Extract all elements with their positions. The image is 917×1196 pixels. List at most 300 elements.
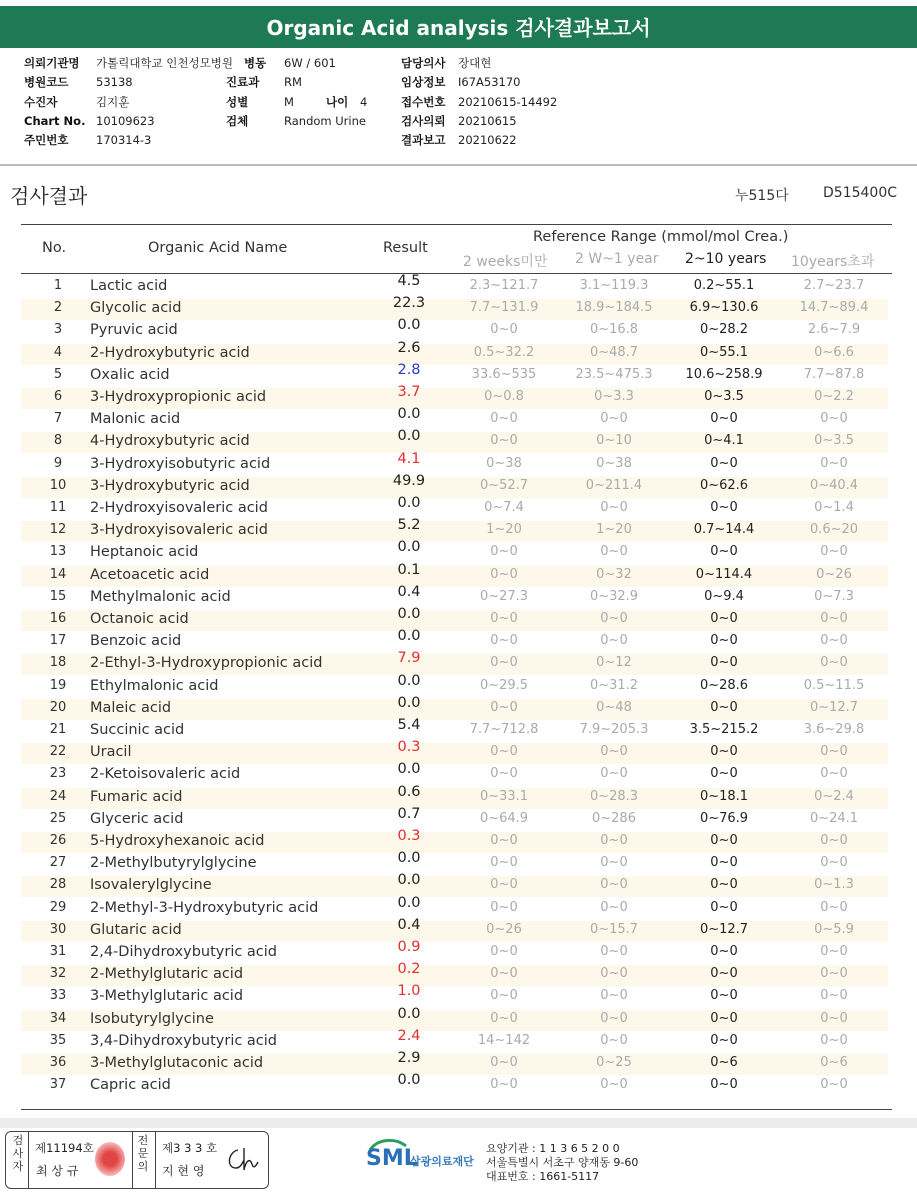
table-row xyxy=(0,983,917,1008)
result-value: 0.2 xyxy=(397,961,421,978)
table-row xyxy=(0,361,917,387)
row-number: 21 xyxy=(49,722,67,737)
row-number: 8 xyxy=(53,433,63,449)
reference-range: 0~12 xyxy=(596,655,632,671)
info-value: Random Urine xyxy=(284,114,366,128)
reference-range: 0~0 xyxy=(490,655,518,671)
divider xyxy=(0,164,917,166)
reference-range: 0~0 xyxy=(600,855,628,871)
table-row xyxy=(0,850,917,875)
reference-range: 0~0 xyxy=(490,1010,518,1026)
reference-range: 1~20 xyxy=(486,522,522,538)
table-row xyxy=(0,339,917,365)
reference-range: 10.6~258.9 xyxy=(685,366,763,382)
acid-name: Heptanoic acid xyxy=(90,544,199,561)
acid-name: Acetoacetic acid xyxy=(90,566,210,583)
address-line: 요양기관 : 1 1 3 6 5 2 0 0 xyxy=(486,1142,620,1155)
patient-info-block xyxy=(0,54,917,166)
table-row xyxy=(0,406,917,431)
info-value: 10109623 xyxy=(96,114,155,128)
reference-range: 0~24.1 xyxy=(809,810,859,826)
reference-range: 0~0 xyxy=(600,611,628,626)
acid-name: Benzoic acid xyxy=(90,633,182,650)
reference-range: 0~0 xyxy=(820,944,848,959)
reference-range: 0~40.4 xyxy=(809,477,859,493)
reference-range: 0~0 xyxy=(710,988,738,1004)
signer-name: 최 상 규 xyxy=(36,1164,79,1178)
acid-name: 2-Ketoisovaleric acid xyxy=(90,766,241,783)
table-row xyxy=(0,450,917,476)
reference-range: 0~0 xyxy=(820,833,848,848)
info-value: I67A53170 xyxy=(458,75,521,89)
table-row xyxy=(0,916,917,942)
reference-range: 0~0 xyxy=(820,744,848,760)
table-row xyxy=(0,939,917,964)
row-number: 29 xyxy=(49,899,67,915)
reference-range: 0~211.4 xyxy=(585,477,643,493)
reference-range: 3.6~29.8 xyxy=(803,722,865,737)
reference-range: 0~10 xyxy=(596,433,632,449)
info-label: 나이 xyxy=(326,94,349,109)
table-row xyxy=(0,317,917,342)
table-row xyxy=(0,872,917,897)
result-value: 0.0 xyxy=(397,1005,421,1022)
table-row xyxy=(0,828,917,853)
info-value: 가톨릭대학교 인천성모병원 xyxy=(96,56,233,70)
acid-name: 3-Hydroxyisobutyric acid xyxy=(90,455,271,472)
info-value: 장대현 xyxy=(458,56,492,70)
reference-range: 0~0 xyxy=(490,1077,518,1093)
reference-range: 0~64.9 xyxy=(479,810,529,826)
reference-range: 18.9~184.5 xyxy=(575,300,653,316)
row-number: 9 xyxy=(53,455,63,471)
reference-range: 0~0 xyxy=(490,855,518,871)
signature-box xyxy=(5,1131,269,1189)
reference-range: 0~0 xyxy=(710,744,738,760)
reference-range: 0~1.3 xyxy=(814,877,854,893)
result-value: 3.7 xyxy=(397,384,421,400)
reference-range: 0~0 xyxy=(600,744,628,760)
acid-name: Ethylmalonic acid xyxy=(90,677,219,694)
reference-range: 2.7~23.7 xyxy=(803,278,865,293)
reference-range: 0~12.7 xyxy=(809,699,859,715)
table-row xyxy=(0,1050,917,1075)
reference-range: 0~28.6 xyxy=(699,677,749,693)
result-value: 4.1 xyxy=(397,450,421,467)
reference-range: 0~0 xyxy=(600,766,628,782)
reference-range: 3.5~215.2 xyxy=(689,722,759,737)
reference-range: 0~0 xyxy=(600,1077,628,1093)
table-row xyxy=(0,472,917,498)
reference-range: 0~32 xyxy=(596,566,632,582)
reference-range: 0~0 xyxy=(820,766,848,782)
table-row xyxy=(0,561,917,587)
reference-range: 0~2.4 xyxy=(814,788,854,804)
row-number: 37 xyxy=(49,1077,67,1093)
result-value: 0.1 xyxy=(397,561,421,578)
acid-name: 3-Methylglutaric acid xyxy=(90,988,244,1005)
table-row xyxy=(0,517,917,542)
table-row xyxy=(0,894,917,920)
info-label: 병원코드 xyxy=(24,75,69,89)
reference-range: 0~26 xyxy=(486,921,522,937)
result-value: 4.5 xyxy=(397,273,421,289)
reference-range: 0~0 xyxy=(710,455,738,471)
reference-range: 0~18.1 xyxy=(699,788,749,804)
section-title: 검사결과 xyxy=(10,184,88,208)
reference-range: 0~2.2 xyxy=(814,389,854,404)
age-header: 2 weeks미만 xyxy=(463,254,548,270)
reference-range: 33.6~535 xyxy=(471,366,537,382)
reference-range: 0.7~14.4 xyxy=(693,522,755,538)
result-value: 0.0 xyxy=(397,672,421,689)
row-number: 30 xyxy=(49,921,67,937)
divider xyxy=(28,1132,29,1188)
table-row xyxy=(0,650,917,675)
result-value: 0.0 xyxy=(397,539,421,556)
table-row xyxy=(0,717,917,742)
reference-range: 0~7.3 xyxy=(814,588,854,604)
info-value: 20210615 xyxy=(458,114,517,128)
row-number: 35 xyxy=(49,1032,67,1048)
reference-range: 0~0 xyxy=(820,899,848,915)
reference-range: 0~0 xyxy=(600,500,628,515)
acid-name: 3-Methylglutaconic acid xyxy=(90,1055,264,1071)
acid-name: Fumaric acid xyxy=(90,788,183,805)
reference-range: 0~0 xyxy=(820,988,848,1004)
result-value: 0.0 xyxy=(397,1072,421,1089)
table-row xyxy=(0,739,917,764)
reference-range: 0~7.4 xyxy=(484,500,524,515)
reference-range: 0~38 xyxy=(486,455,522,471)
table-row xyxy=(0,1027,917,1053)
info-label: 의뢰기관명 xyxy=(24,56,80,70)
reference-range: 0~48.7 xyxy=(589,344,639,360)
reference-range: 0~0 xyxy=(710,500,738,515)
signature-icon xyxy=(224,1146,264,1174)
reference-range: 0~33.1 xyxy=(479,788,529,804)
info-value: 20210622 xyxy=(458,133,517,147)
reference-range: 0~0 xyxy=(490,411,518,427)
table-row xyxy=(0,1072,917,1097)
reference-range: 0.5~32.2 xyxy=(473,344,535,360)
reference-range: 0~0 xyxy=(820,455,848,471)
acid-name: 2-Hydroxyisovaleric acid xyxy=(90,500,268,516)
signer-role: 검사자 xyxy=(12,1134,24,1173)
report-title: Organic Acid analysis 검사결과보고서 xyxy=(0,6,917,48)
info-value: 20210615-14492 xyxy=(458,94,558,109)
reference-range: 0~3.5 xyxy=(704,389,744,404)
row-number: 14 xyxy=(49,566,67,582)
row-number: 10 xyxy=(49,477,67,493)
row-number: 26 xyxy=(49,833,67,848)
reference-range: 7.7~712.8 xyxy=(469,722,539,737)
reference-range: 0~55.1 xyxy=(699,344,749,360)
reference-range: 0~0 xyxy=(490,766,518,782)
reference-range: 0~0 xyxy=(490,611,518,626)
result-value: 0.0 xyxy=(397,694,421,711)
info-label: 결과보고 xyxy=(401,133,446,147)
reference-range: 0~6 xyxy=(820,1055,848,1070)
reference-range: 0~0 xyxy=(600,1032,628,1048)
result-value: 0.7 xyxy=(397,805,421,822)
row-number: 22 xyxy=(49,744,67,760)
table-row xyxy=(0,428,917,453)
reference-range: 0~0 xyxy=(820,655,848,671)
result-value: 0.3 xyxy=(397,739,421,756)
reference-range: 0~0 xyxy=(490,988,518,1004)
reference-range: 0~4.1 xyxy=(704,433,744,449)
reference-range: 0~0 xyxy=(820,1032,848,1048)
row-number: 4 xyxy=(53,344,63,360)
row-number: 17 xyxy=(49,633,67,649)
reference-range: 0~27.3 xyxy=(479,588,529,604)
reference-range: 0~0 xyxy=(490,944,518,959)
reference-range: 0~0 xyxy=(820,544,848,560)
report-code: D515400C xyxy=(823,185,897,201)
reference-range: 0~12.7 xyxy=(699,921,749,937)
reference-range: 0~0 xyxy=(600,899,628,915)
table-row xyxy=(0,961,917,986)
reference-range: 6.9~130.6 xyxy=(689,300,759,316)
reference-range: 0~0 xyxy=(600,966,628,982)
acid-name: Glyceric acid xyxy=(90,810,184,827)
info-value: M xyxy=(284,94,294,109)
acid-name: 3-Hydroxyisovaleric acid xyxy=(90,522,268,539)
result-value: 0.4 xyxy=(397,583,421,600)
reference-range: 0~0 xyxy=(820,966,848,982)
row-number: 5 xyxy=(53,366,63,382)
reference-range: 0~0 xyxy=(490,433,518,449)
acid-name: Uracil xyxy=(90,744,132,761)
signer-name: 지 현 영 xyxy=(162,1164,205,1178)
result-value: 0.0 xyxy=(397,606,421,622)
reference-range: 0~62.6 xyxy=(699,477,749,493)
table-top-rule xyxy=(21,224,892,225)
reference-range: 0~0.8 xyxy=(484,389,524,404)
reference-range: 0~0 xyxy=(710,833,738,848)
result-value: 2.4 xyxy=(397,1027,421,1044)
reference-range: 14~142 xyxy=(477,1032,531,1048)
info-label: 성별 xyxy=(226,94,249,109)
row-number: 2 xyxy=(53,300,63,316)
result-value: 0.0 xyxy=(397,628,421,645)
reference-range: 0~0 xyxy=(820,1077,848,1093)
reference-range: 0~286 xyxy=(592,810,636,826)
row-number: 20 xyxy=(49,699,67,715)
reference-range: 0~0 xyxy=(490,899,518,915)
reference-range: 0~0 xyxy=(820,611,848,626)
acid-name: Glutaric acid xyxy=(90,921,182,938)
reference-range: 0~38 xyxy=(596,455,632,471)
row-number: 7 xyxy=(53,411,63,427)
reference-range: 0~6.6 xyxy=(814,344,854,360)
table-row xyxy=(0,606,917,631)
acid-name: 2-Ethyl-3-Hydroxypropionic acid xyxy=(90,655,323,672)
reference-range: 0~0 xyxy=(490,877,518,893)
reference-range: 0~16.8 xyxy=(589,322,639,338)
reference-range: 0.6~20 xyxy=(809,522,859,538)
result-value: 0.0 xyxy=(397,894,421,911)
row-number: 12 xyxy=(49,522,67,538)
reference-range: 0~25 xyxy=(596,1055,632,1070)
license-number: 제3 3 3 호 xyxy=(162,1141,218,1155)
row-number: 31 xyxy=(49,944,67,959)
result-value: 2.8 xyxy=(397,361,421,378)
row-number: 16 xyxy=(49,611,67,626)
column-header-result: Result xyxy=(383,240,428,256)
age-header: 2~10 years xyxy=(685,251,767,267)
info-value: 4 xyxy=(360,94,368,109)
reference-range: 0.5~11.5 xyxy=(803,677,865,693)
row-number: 36 xyxy=(49,1055,67,1070)
result-value: 7.9 xyxy=(397,650,421,667)
reference-range: 0~3.5 xyxy=(814,433,854,449)
table-row xyxy=(0,273,917,298)
address-line: 대표번호 : 1661-5117 xyxy=(486,1170,600,1183)
footer-band xyxy=(0,1118,917,1128)
divider xyxy=(132,1132,133,1188)
reference-range: 0~9.4 xyxy=(704,588,744,604)
result-value: 0.0 xyxy=(397,495,421,511)
row-number: 11 xyxy=(49,500,67,515)
info-label: 수진자 xyxy=(24,94,58,109)
info-value: RM xyxy=(284,75,302,89)
table-row xyxy=(0,583,917,609)
column-header-name: Organic Acid Name xyxy=(148,240,288,256)
reference-range: 7.7~131.9 xyxy=(469,300,539,316)
reference-range: 0~0 xyxy=(490,699,518,715)
result-value: 0.0 xyxy=(397,406,421,423)
reference-range: 0~48 xyxy=(596,699,632,715)
acid-name: 2-Methylbutyrylglycine xyxy=(90,855,257,872)
row-number: 34 xyxy=(49,1010,67,1026)
reference-range: 0~0 xyxy=(710,766,738,782)
acid-name: Capric acid xyxy=(90,1077,171,1094)
reference-range: 0~0 xyxy=(710,899,738,915)
row-number: 13 xyxy=(49,544,67,560)
reference-range: 0~0 xyxy=(710,944,738,959)
reference-range: 0~28.2 xyxy=(699,322,749,338)
table-row xyxy=(0,672,917,698)
reference-range: 0~3.3 xyxy=(594,389,634,404)
reference-range: 0~0 xyxy=(710,655,738,671)
reference-range: 0~0 xyxy=(710,1032,738,1048)
info-label: Chart No. xyxy=(24,114,86,128)
table-row xyxy=(0,384,917,409)
acid-name: 5-Hydroxyhexanoic acid xyxy=(90,833,265,849)
acid-name: Malonic acid xyxy=(90,411,181,428)
seal-stamp xyxy=(95,1142,125,1176)
table-row xyxy=(0,805,917,831)
reference-range: 0~0 xyxy=(600,1010,628,1026)
table-row xyxy=(0,761,917,786)
table-row xyxy=(0,783,917,809)
age-header: 10years초과 xyxy=(791,254,875,270)
info-value: 53138 xyxy=(96,75,133,89)
reference-range: 0~0 xyxy=(600,544,628,560)
result-value: 0.4 xyxy=(397,916,421,933)
reference-range: 0~0 xyxy=(490,744,518,760)
row-number: 24 xyxy=(49,788,67,804)
row-number: 25 xyxy=(49,810,67,826)
table-row xyxy=(0,694,917,720)
acid-name: 2,4-Dihydroxybutyric acid xyxy=(90,944,278,960)
acid-name: 3,4-Dihydroxybutyric acid xyxy=(90,1032,278,1049)
row-number: 18 xyxy=(49,655,67,671)
acid-name: Isovalerylglycine xyxy=(90,877,212,894)
info-label: 진료과 xyxy=(226,75,260,89)
row-number: 27 xyxy=(49,855,67,871)
info-label: 병동 xyxy=(244,56,267,70)
acid-name: Pyruvic acid xyxy=(90,322,178,339)
info-label: 검체 xyxy=(226,114,249,128)
info-label: 접수번호 xyxy=(401,94,446,109)
reference-range: 0~0 xyxy=(820,411,848,427)
signer-role: 전문의 xyxy=(137,1134,149,1173)
acid-name: 3-Hydroxypropionic acid xyxy=(90,389,267,405)
reference-range: 0~31.2 xyxy=(589,677,639,693)
table-row xyxy=(0,1005,917,1031)
reference-range: 0~0 xyxy=(600,877,628,893)
reference-range: 2.3~121.7 xyxy=(469,278,539,293)
table-row xyxy=(0,295,917,320)
foundation-name: 삼광의료재단 xyxy=(410,1155,474,1168)
acid-name: 3-Hydroxybutyric acid xyxy=(90,477,250,494)
info-label: 검사의뢰 xyxy=(401,114,446,128)
row-number: 6 xyxy=(53,389,63,404)
acid-name: Succinic acid xyxy=(90,722,185,738)
result-value: 0.3 xyxy=(397,828,421,844)
reference-range: 0~0 xyxy=(600,988,628,1004)
reference-range: 7.7~87.8 xyxy=(803,366,865,382)
reference-range: 7.9~205.3 xyxy=(579,722,649,737)
reference-range: 0~0 xyxy=(490,833,518,848)
reference-range: 14.7~89.4 xyxy=(799,300,869,316)
column-header-no: No. xyxy=(42,240,67,256)
reference-range: 0~0 xyxy=(490,633,518,649)
reference-range: 0~76.9 xyxy=(699,810,749,826)
reference-range: 0~6 xyxy=(710,1055,738,1070)
acid-name: 2-Methylglutaric acid xyxy=(90,966,244,983)
reference-range: 0~0 xyxy=(490,322,518,338)
acid-name: 2-Methyl-3-Hydroxybutyric acid xyxy=(90,899,319,916)
reference-range: 0.2~55.1 xyxy=(693,278,755,293)
row-number: 28 xyxy=(49,877,67,893)
result-value: 5.4 xyxy=(397,717,421,733)
result-value: 2.9 xyxy=(397,1050,421,1066)
info-label: 임상정보 xyxy=(401,75,446,89)
acid-name: 2-Hydroxybutyric acid xyxy=(90,344,250,361)
result-value: 0.0 xyxy=(397,317,421,334)
info-value: 김지훈 xyxy=(96,94,130,109)
reference-range: 0~0 xyxy=(820,1010,848,1026)
divider xyxy=(155,1132,156,1188)
reference-range: 0~0 xyxy=(710,411,738,427)
logo-text: SML xyxy=(366,1146,418,1171)
acid-name: Lactic acid xyxy=(90,278,168,294)
acid-name: Methylmalonic acid xyxy=(90,588,231,605)
acid-name: 4-Hydroxybutyric acid xyxy=(90,433,250,450)
reference-range: 0~0 xyxy=(490,1055,518,1070)
result-value: 0.6 xyxy=(397,783,421,800)
reference-range: 0~0 xyxy=(710,1010,738,1026)
column-header-reference: Reference Range (mmol/mol Crea.) xyxy=(533,229,789,245)
reference-range: 0~0 xyxy=(710,611,738,626)
reference-range: 0~0 xyxy=(710,544,738,560)
info-label: 주민번호 xyxy=(24,133,69,147)
reference-range: 0~0 xyxy=(710,1077,738,1093)
